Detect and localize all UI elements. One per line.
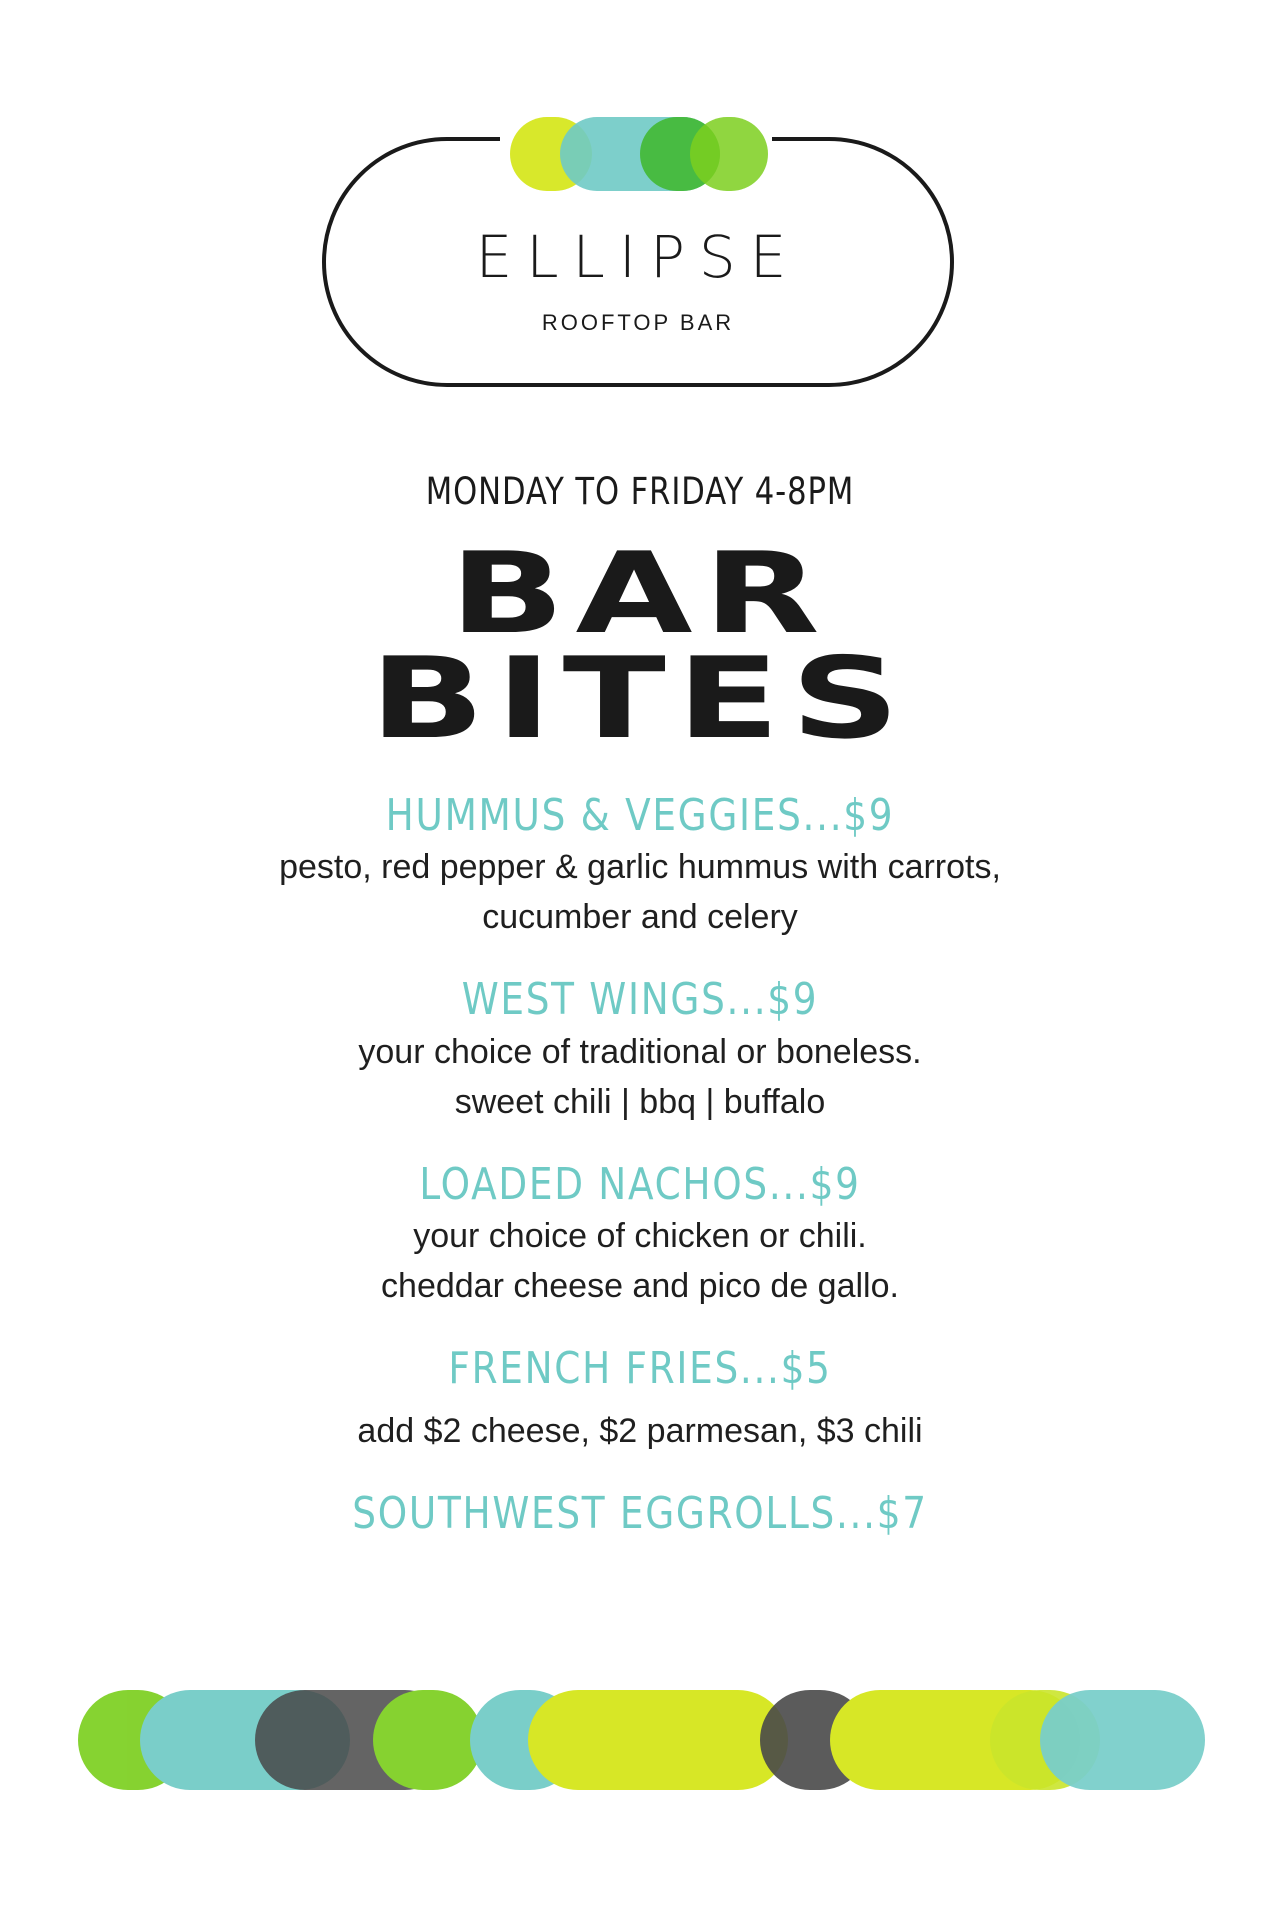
- menu-item-desc: sweet chili | bbq | buffalo: [454, 1082, 826, 1121]
- bottom-dot: [528, 1690, 788, 1790]
- menu-item-desc: your choice of traditional or boneless.: [358, 1032, 922, 1071]
- menu-item-name: LOADED NACHOS...$9: [419, 1158, 861, 1210]
- menu-item-desc: cheddar cheese and pico de gallo.: [381, 1267, 899, 1306]
- menu-item-desc: pesto, red pepper & garlic hummus with carrots,: [279, 848, 1001, 887]
- brand-name: ELLIPSE: [475, 223, 801, 291]
- menu-item-desc: add $2 cheese, $2 parmesan, $3 chili: [357, 1411, 923, 1450]
- menu-item-desc: cucumber and celery: [482, 898, 798, 937]
- bottom-dot: [1040, 1690, 1205, 1790]
- title-line-1: BAR: [449, 529, 831, 659]
- menu-item-name: WEST WINGS...$9: [461, 974, 819, 1026]
- brand-subtitle: ROOFTOP BAR: [541, 310, 735, 335]
- menu-item-desc: your choice of chicken or chili.: [413, 1217, 867, 1256]
- bottom-dot: [373, 1690, 483, 1790]
- hours-text: MONDAY TO FRIDAY 4-8PM: [425, 470, 855, 513]
- menu-item-name: FRENCH FRIES...$5: [448, 1343, 832, 1395]
- title-line-2: BITES: [369, 634, 911, 764]
- menu-item-name: HUMMUS & VEGGIES...$9: [385, 790, 895, 841]
- menu-item-name: SOUTHWEST EGGROLLS...$7: [352, 1487, 928, 1539]
